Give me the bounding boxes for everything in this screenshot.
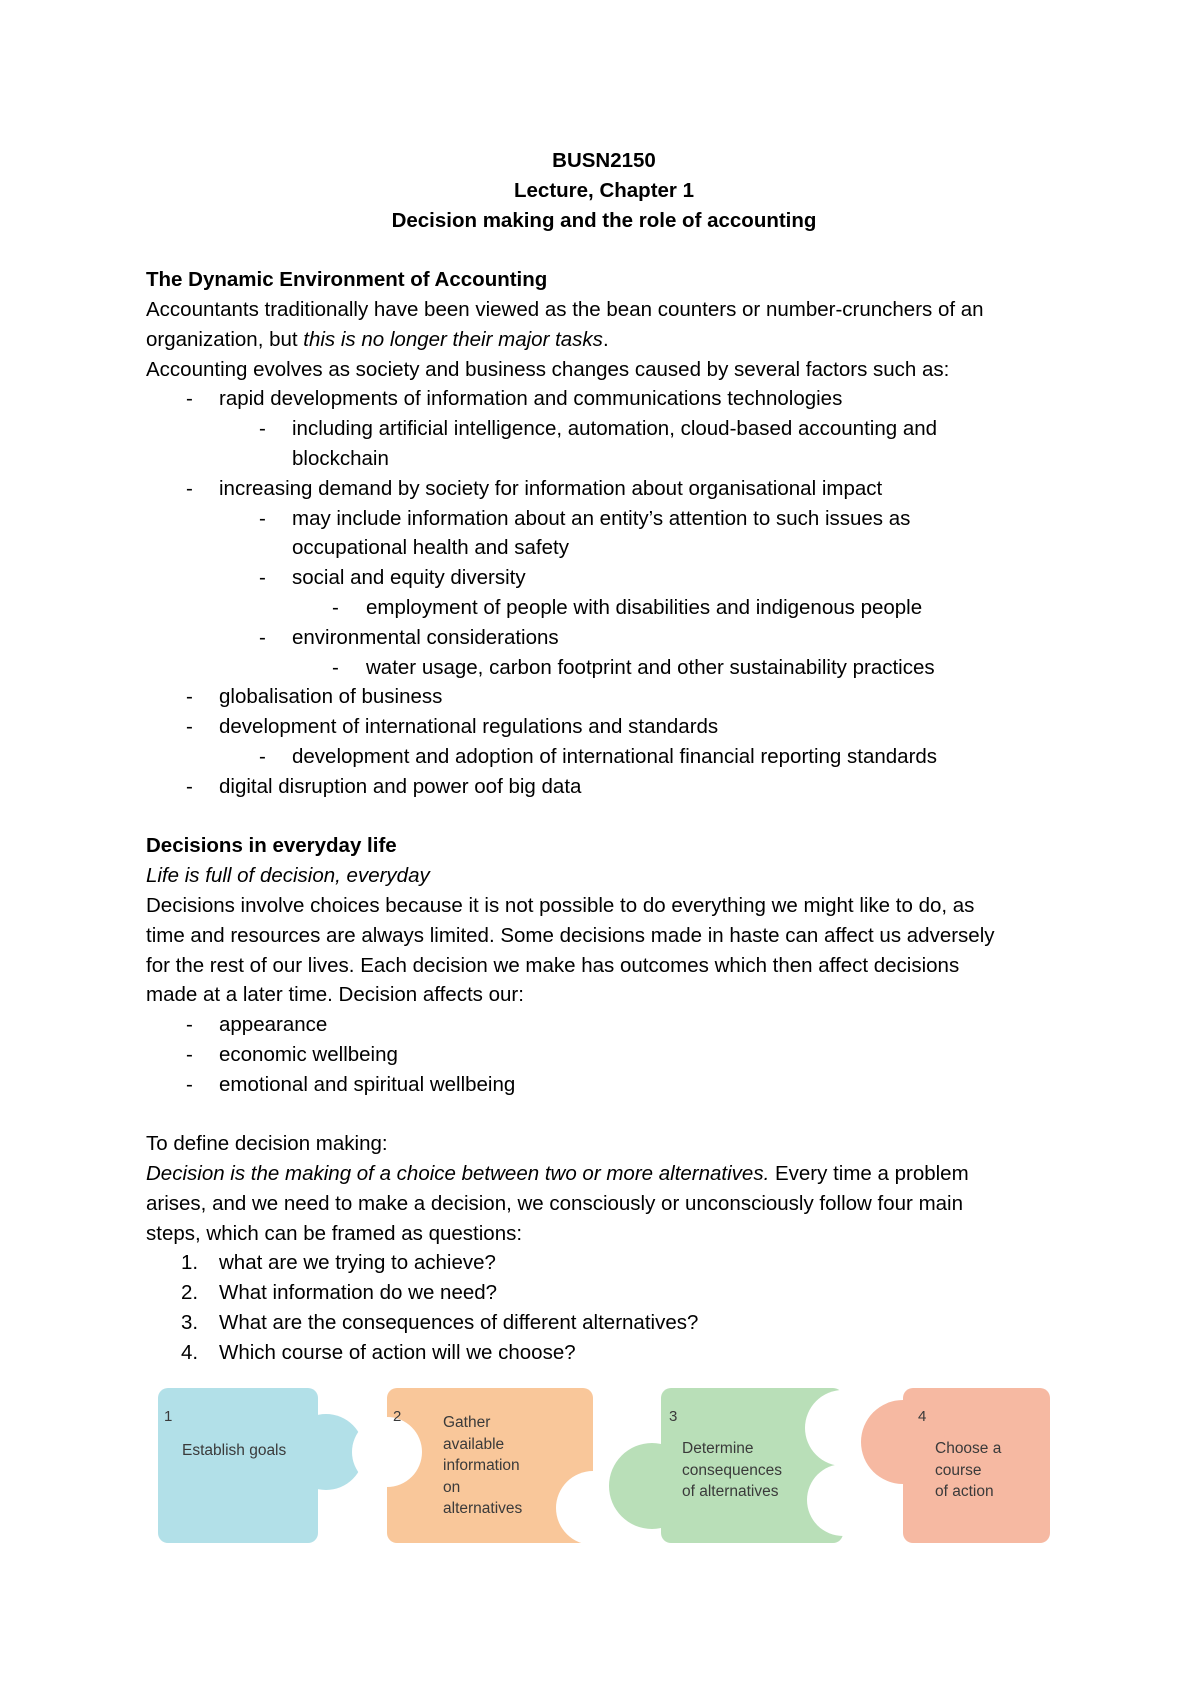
- paragraph-line: arises, and we need to make a decision, we consciously or unconsciously follow four main: [146, 1191, 963, 1215]
- list-item: - rapid developments of information and communications technologies: [186, 387, 843, 411]
- step-label: Determine consequences of alternatives: [682, 1440, 782, 1500]
- list-item-continuation: occupational health and safety: [292, 536, 569, 560]
- list-item: - environmental considerations: [259, 625, 559, 649]
- step-number: 3: [669, 1408, 678, 1425]
- document-body: [146, 146, 1062, 1368]
- topic-title: Decision making and the role of accounting: [391, 208, 817, 232]
- step-number: 2: [393, 1408, 402, 1425]
- emphasis-text: this is no longer their major tasks: [303, 327, 603, 351]
- title-block: [146, 146, 1062, 235]
- list-item: - water usage, carbon footprint and other sustainability practices: [332, 655, 935, 679]
- section-heading-dynamic-environment: The Dynamic Environment of Accounting: [146, 268, 548, 292]
- paragraph-line: steps, which can be framed as questions:: [146, 1221, 523, 1245]
- paragraph-line: time and resources are always limited. Some decisions made in haste can affect us adversely: [146, 923, 995, 947]
- section-subtitle: Life is full of decision, everyday: [146, 864, 430, 888]
- list-item: - appearance: [186, 1013, 328, 1037]
- list-item: - economic wellbeing: [186, 1042, 398, 1066]
- step-number: 4: [918, 1408, 927, 1425]
- puzzle-piece-1: [158, 1388, 364, 1543]
- course-code: BUSN2150: [552, 149, 656, 172]
- list-item-continuation: blockchain: [292, 446, 389, 470]
- paragraph-line: To define decision making:: [146, 1132, 388, 1156]
- list-item: - development of international regulations and standards: [186, 715, 719, 739]
- paragraph-line: Decisions involve choices because it is not possible to do everything we might like to do, as: [146, 893, 975, 917]
- list-item: - development and adoption of international financial reporting standards: [259, 744, 938, 768]
- step-label: Establish goals: [182, 1442, 287, 1459]
- list-item: - digital disruption and power oof big data: [186, 774, 582, 798]
- definition-text: Decision is the making of a choice between two or more alternatives.: [146, 1162, 770, 1186]
- numbered-step: 2. What information do we need?: [181, 1281, 498, 1305]
- list-item: - employment of people with disabilities and indigenous people: [332, 595, 923, 619]
- list-item: - social and equity diversity: [259, 566, 526, 590]
- paragraph-line: Accountants traditionally have been viewed as the bean counters or number-crunchers of an: [146, 297, 984, 321]
- puzzle-graphic: [0, 1388, 1200, 1558]
- step-label: Gather available information on alternatives: [443, 1414, 523, 1517]
- paragraph-line: made at a later time. Decision affects our:: [146, 983, 524, 1007]
- list-item: - increasing demand by society for information about organisational impact: [186, 476, 883, 500]
- numbered-step: 3. What are the consequences of different alternatives?: [181, 1311, 699, 1335]
- paragraph-line: for the rest of our lives. Each decision we make has outcomes which then affect decisions: [146, 953, 960, 977]
- numbered-step: 4. Which course of action will we choose?: [181, 1340, 576, 1364]
- list-item: - including artificial intelligence, automation, cloud-based accounting and: [259, 417, 938, 441]
- list-item: - emotional and spiritual wellbeing: [186, 1072, 516, 1096]
- lecture-label: Lecture, Chapter 1: [514, 178, 694, 202]
- list-item: - globalisation of business: [186, 685, 443, 709]
- section-heading-decisions: Decisions in everyday life: [146, 834, 397, 858]
- numbered-step: 1. what are we trying to achieve?: [181, 1251, 496, 1275]
- paragraph-line: Decision is the making of a choice between two or more alternatives. Every time a problem: [146, 1162, 969, 1186]
- decision-steps-puzzle: [0, 1388, 1200, 1558]
- paragraph-line: organization, but this is no longer their major tasks.: [146, 327, 609, 351]
- paragraph-line: Accounting evolves as society and business changes caused by several factors such as:: [146, 357, 950, 381]
- step-label: Choose a course of action: [935, 1440, 1002, 1500]
- list-item: - may include information about an entity’s attention to such issues as: [259, 506, 911, 530]
- step-number: 1: [164, 1408, 173, 1425]
